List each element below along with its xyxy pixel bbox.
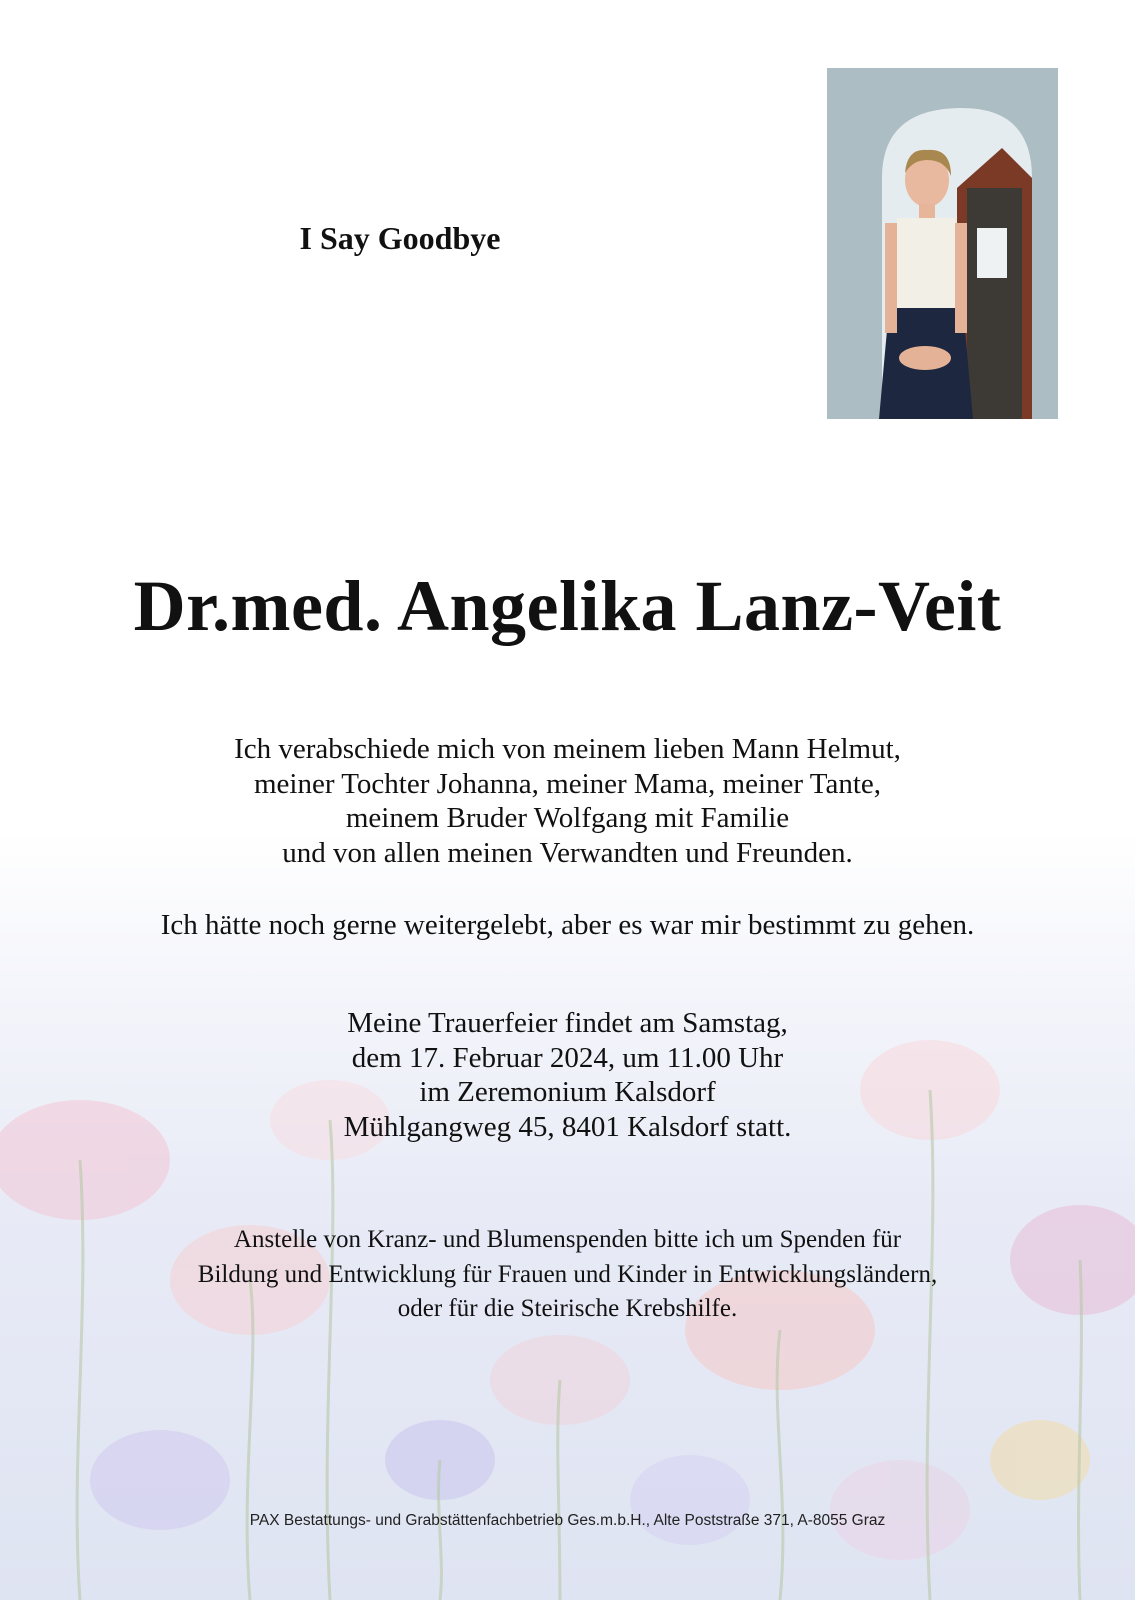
ceremony-info [0, 1006, 1135, 1144]
wish-line [0, 908, 1135, 942]
motto: I Say Goodbye [299, 220, 501, 256]
farewell-line: meinem Bruder Wolfgang mit Familie [345, 802, 790, 834]
wish-text: Ich hätte noch gerne weitergelebt, aber es war mir bestimmt zu gehen. [160, 909, 975, 941]
farewell-line: meiner Tochter Johanna, meiner Mama, meiner Tante, [254, 767, 881, 800]
ceremony-line: Mühlgangweg 45, 8401 Kalsdorf statt. [343, 1110, 792, 1143]
donation-request [0, 1223, 1135, 1327]
farewell-line: und von allen meinen Verwandten und Freunden. [282, 836, 853, 869]
funeral-home-footer: PAX Bestattungs- und Grabstättenfachbetrieb Ges.m.b.H., Alte Poststraße 371, A-8055 Graz [249, 1512, 886, 1529]
farewell-message [0, 732, 1135, 870]
deceased-name: Dr.med. Angelika Lanz-Veit [133, 566, 1002, 646]
ceremony-line: im Zeremonium Kalsdorf [419, 1076, 716, 1108]
donation-line: oder für die Steirische Krebshilfe. [397, 1295, 738, 1322]
farewell-line: Ich verabschiede mich von meinem lieben Mann Helmut, [234, 733, 901, 765]
ceremony-line: Meine Trauerfeier findet am Samstag, [347, 1007, 788, 1039]
donation-line: Bildung und Entwicklung für Frauen und Kinder in Entwicklungsländern, [197, 1260, 938, 1288]
portrait-photo [827, 68, 1058, 419]
donation-line: Anstelle von Kranz- und Blumenspenden bitte ich um Spenden für [233, 1226, 902, 1253]
ceremony-line: dem 17. Februar 2024, um 11.00 Uhr [351, 1041, 784, 1074]
